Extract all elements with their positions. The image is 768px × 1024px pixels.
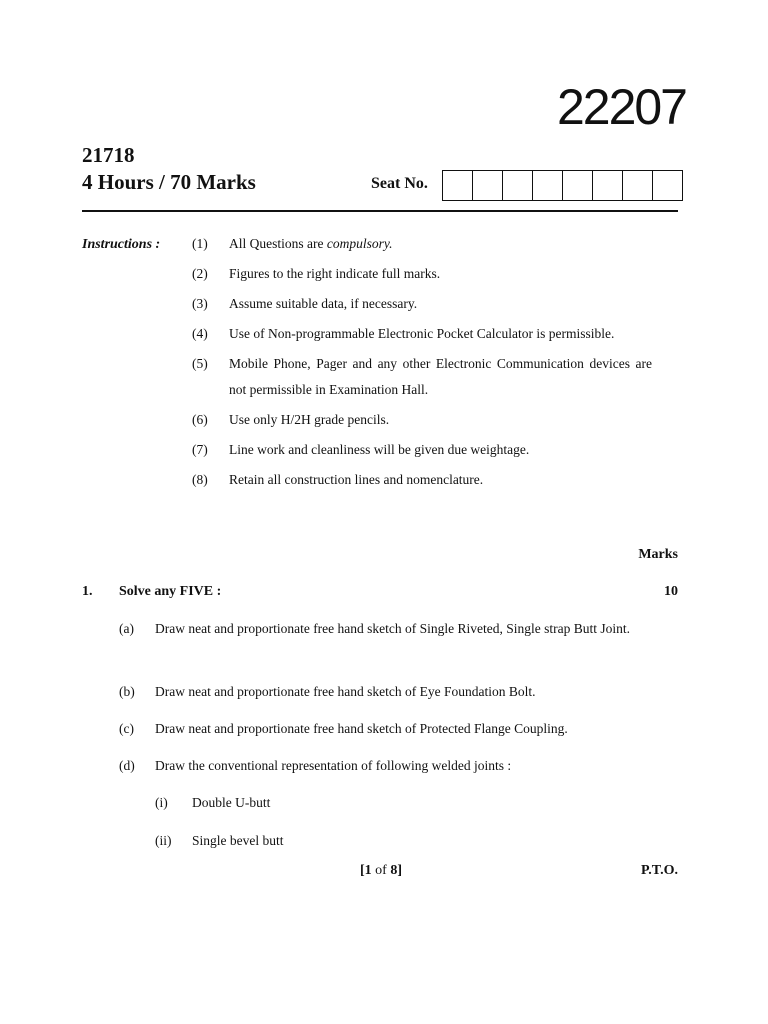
instruction-number: (4): [192, 326, 208, 341]
sub-question: [119, 753, 659, 779]
sub-sub-question-text: Single bevel butt: [192, 833, 284, 848]
instruction-text: Mobile Phone, Pager and any other Electronic Communication devices are not permissible in Examination Hall.: [229, 356, 652, 397]
instruction-number: (8): [192, 472, 208, 487]
sub-sub-question-number: (i): [155, 795, 168, 810]
seat-box[interactable]: [563, 170, 593, 201]
instruction-item: [192, 321, 652, 347]
instruction-text: Use only H/2H grade pencils.: [229, 412, 390, 427]
instruction-text-main: All Questions are: [229, 236, 327, 251]
sub-question-number: (a): [119, 621, 134, 636]
sub-sub-question-number: (ii): [155, 833, 172, 848]
sub-question-text: Draw neat and proportionate free hand sketch of Single Riveted, Single strap Butt Joint.: [155, 621, 631, 636]
instruction-text: Assume suitable data, if necessary.: [229, 296, 418, 311]
please-turn-over: P.T.O.: [641, 863, 678, 878]
page-number: [360, 862, 402, 880]
header-divider: [82, 210, 678, 212]
sub-question-text: Draw neat and proportionate free hand sketch of Protected Flange Coupling.: [155, 721, 568, 736]
seat-box[interactable]: [653, 170, 683, 201]
sub-sub-question: [155, 828, 284, 854]
marks-heading: Marks: [638, 547, 678, 562]
paper-code: 22207: [556, 79, 686, 135]
question-number: 1.: [82, 584, 93, 599]
instruction-item: [192, 291, 652, 317]
sub-question-number: (d): [119, 758, 135, 773]
instruction-item: [192, 437, 652, 463]
sub-question-text: Draw the conventional representation of following welded joints :: [155, 758, 512, 773]
instruction-text: Use of Non-programmable Electronic Pocket Calculator is permissible.: [229, 326, 615, 341]
instruction-number: (5): [192, 356, 208, 371]
instructions-label: Instructions :: [82, 237, 161, 252]
instruction-text: [229, 231, 652, 257]
instruction-text: Figures to the right indicate full marks.: [229, 266, 441, 281]
seat-number-boxes[interactable]: [442, 170, 683, 201]
seat-number-label: Seat No.: [371, 175, 428, 192]
instruction-number: (1): [192, 236, 208, 251]
subject-code: 21718: [82, 143, 135, 167]
sub-question: [119, 616, 659, 642]
seat-box[interactable]: [503, 170, 533, 201]
seat-box[interactable]: [533, 170, 563, 201]
seat-box[interactable]: [443, 170, 473, 201]
instruction-item: [192, 231, 652, 257]
instruction-item: [192, 407, 652, 433]
sub-question-number: (c): [119, 721, 134, 736]
seat-box[interactable]: [623, 170, 653, 201]
instruction-item: [192, 467, 652, 493]
sub-sub-question: [155, 790, 270, 816]
instruction-item: [192, 351, 652, 403]
instruction-number: (6): [192, 412, 208, 427]
sub-sub-question-text: Double U-butt: [192, 795, 271, 810]
duration-marks: 4 Hours / 70 Marks: [82, 170, 256, 194]
sub-question: [119, 679, 659, 705]
page-total: 8]: [390, 863, 403, 878]
instruction-number: (2): [192, 266, 208, 281]
instruction-emphasis: compulsory: [326, 236, 390, 251]
page-current: [1: [360, 863, 372, 878]
instruction-item: [192, 261, 652, 287]
sub-question-number: (b): [119, 684, 135, 699]
sub-question: [119, 716, 659, 742]
instruction-number: (3): [192, 296, 208, 311]
instruction-text-end: .: [389, 236, 393, 251]
instruction-text: Retain all construction lines and nomenclature.: [229, 472, 484, 487]
question-title: Solve any FIVE :: [119, 584, 222, 599]
instruction-number: (7): [192, 442, 208, 457]
seat-box[interactable]: [593, 170, 623, 201]
sub-question-text: Draw neat and proportionate free hand sketch of Eye Foundation Bolt.: [155, 684, 536, 699]
question-marks: 10: [664, 584, 678, 599]
instruction-text: Line work and cleanliness will be given due weightage.: [229, 442, 530, 457]
page-of: of: [371, 863, 391, 878]
seat-box[interactable]: [473, 170, 503, 201]
